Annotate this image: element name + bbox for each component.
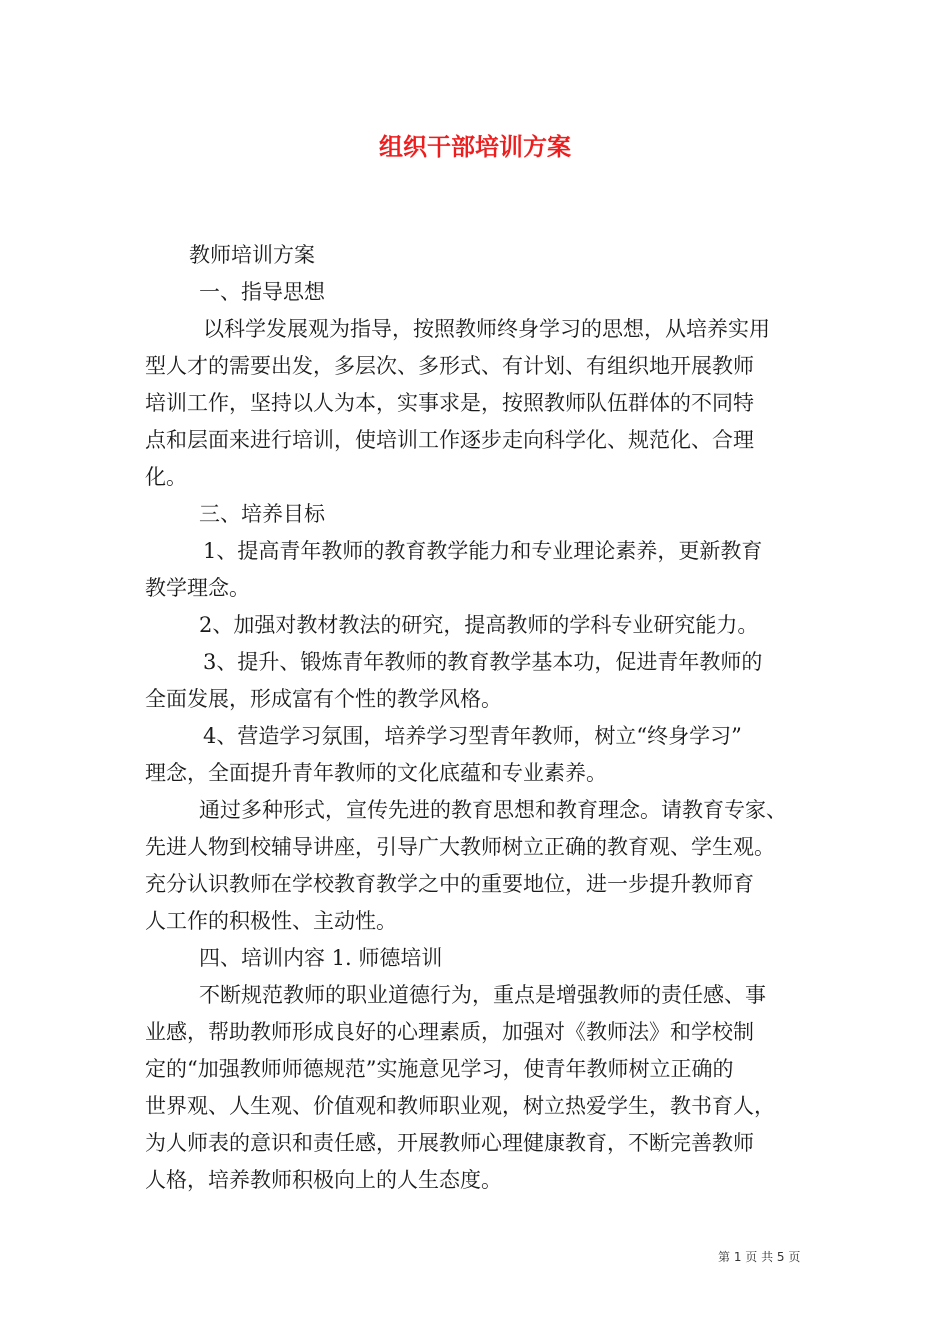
paragraph-line: 培训工作，坚持以人为本，实事求是，按照教师队伍群体的不同特 <box>145 391 754 415</box>
section-heading-3: 三、培养目标 <box>199 502 325 526</box>
paragraph-line: 世界观、人生观、价值观和教师职业观，树立热爱学生，教书育人， <box>145 1094 775 1118</box>
paragraph-line: 通过多种形式，宣传先进的教育思想和教育理念。请教育专家、 <box>199 798 787 822</box>
paragraph-line: 型人才的需要出发，多层次、多形式、有计划、有组织地开展教师 <box>145 354 754 378</box>
paragraph-line: 人工作的积极性、主动性。 <box>145 909 397 933</box>
paragraph-line: 业感，帮助教师形成良好的心理素质，加强对《教师法》和学校制 <box>145 1020 754 1044</box>
goal-item-4: 4、营造学习氛围，培养学习型青年教师，树立“终身学习” <box>203 724 742 748</box>
paragraph-line: 为人师表的意识和责任感，开展教师心理健康教育，不断完善教师 <box>145 1131 754 1155</box>
paragraph-line: 以科学发展观为指导，按照教师终身学习的思想，从培养实用 <box>203 317 770 341</box>
goal-item-3: 3、提升、锻炼青年教师的教育教学基本功，促进青年教师的 <box>203 650 763 674</box>
page-indicator: 第 1 页 共 5 页 <box>718 1250 801 1264</box>
document-title: 组织干部培训方案 <box>379 133 571 161</box>
goal-item-2: 2、加强对教材教法的研究，提高教师的学科专业研究能力。 <box>199 613 759 637</box>
goal-item-4-cont: 理念，全面提升青年教师的文化底蕴和专业素养。 <box>145 761 607 785</box>
goal-item-3-cont: 全面发展，形成富有个性的教学风格。 <box>145 687 502 711</box>
paragraph-line: 充分认识教师在学校教育教学之中的重要地位，进一步提升教师育 <box>145 872 754 896</box>
paragraph-line: 先进人物到校辅导讲座，引导广大教师树立正确的教育观、学生观。 <box>145 835 775 859</box>
paragraph-line: 定的“加强教师师德规范”实施意见学习，使青年教师树立正确的 <box>145 1057 734 1081</box>
paragraph-line: 化。 <box>145 465 187 489</box>
subtitle-line: 教师培训方案 <box>189 243 315 267</box>
section-heading-1: 一、指导思想 <box>199 280 325 304</box>
paragraph-line: 点和层面来进行培训，使培训工作逐步走向科学化、规范化、合理 <box>145 428 754 452</box>
goal-item-1-cont: 教学理念。 <box>145 576 250 600</box>
paragraph-line: 不断规范教师的职业道德行为，重点是增强教师的责任感、事 <box>199 983 766 1007</box>
section-heading-4: 四、培训内容 1. 师德培训 <box>199 946 443 970</box>
goal-item-1: 1、提高青年教师的教育教学能力和专业理论素养，更新教育 <box>203 539 763 563</box>
paragraph-line: 人格，培养教师积极向上的人生态度。 <box>145 1168 502 1192</box>
